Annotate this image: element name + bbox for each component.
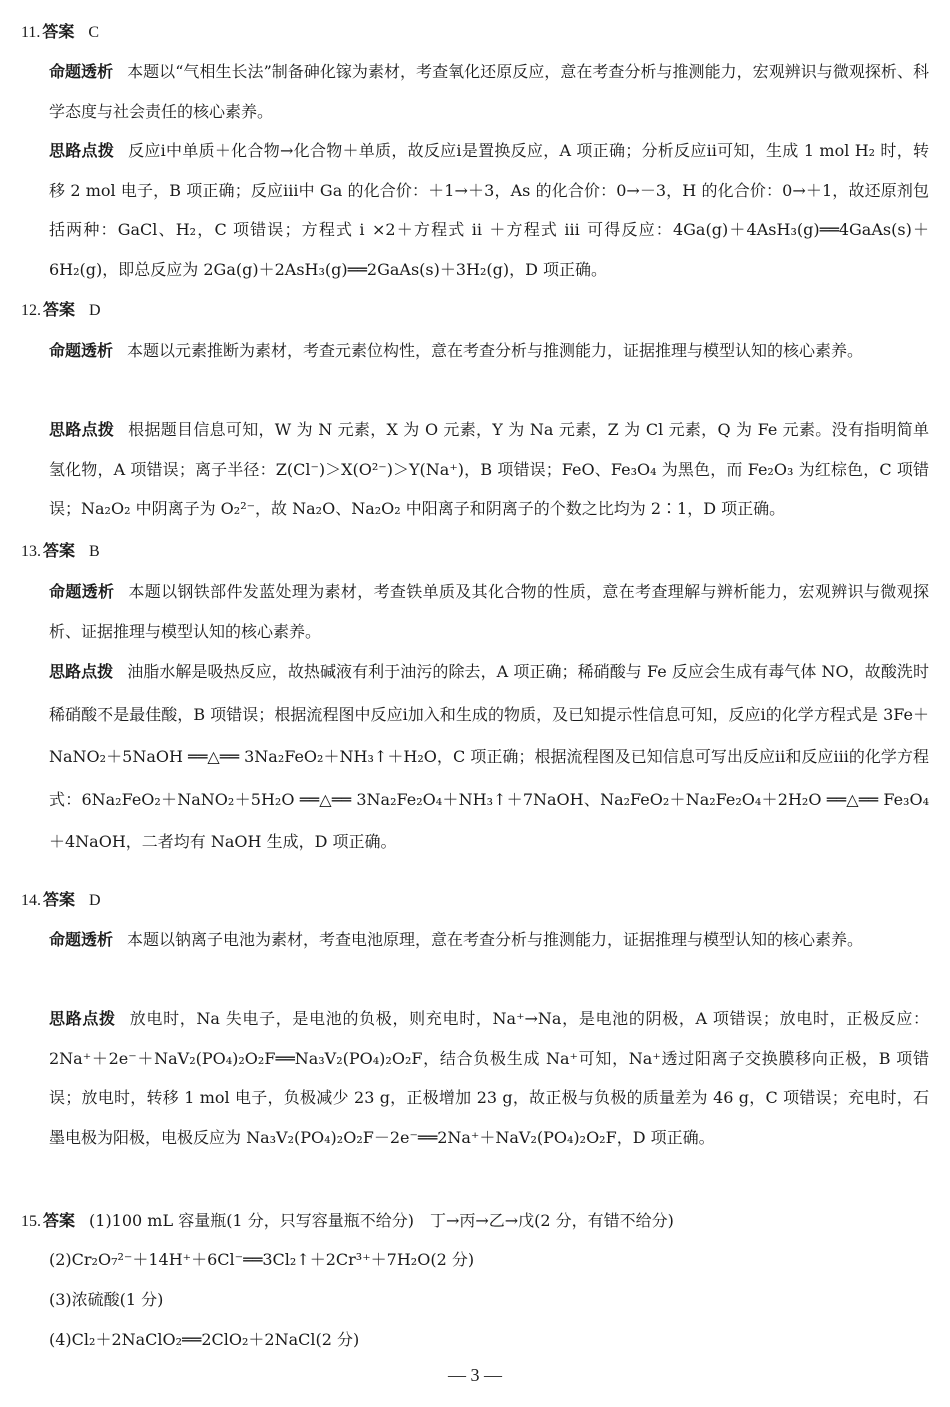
q15-part4: (4)Cl₂＋2NaClO₂══2ClO₂＋2NaCl(2 分) (49, 1330, 360, 1349)
q11-analysis (49, 52, 929, 131)
q12-analysis-label: 命题透析 (49, 341, 114, 360)
q14-hint-label: 思路点拨 (49, 1009, 116, 1028)
q14-hint (49, 999, 929, 1157)
q15-part1: (1)100 mL 容量瓶(1 分，只写容量瓶不给分) 丁→丙→乙→戊(2 分，有错不给分) (89, 1211, 674, 1230)
q11-answer-label: 答案 (42, 22, 75, 41)
q13-hint-text: 油脂水解是吸热反应，故热碱液有利于油污的除去，A 项正确；稀硝酸与 Fe 反应会生成有毒气体 NO，故酸洗时稀硝酸不是最佳酸，B 项错误；根据流程图中反应ⅰ加入和生成的物质，及已知提示性信息可知，反应ⅰ的化学方程式是 3Fe＋NaNO₂＋5NaOH ══△══ 3Na₂FeO₂＋NH₃↑＋H₂O，C 项正确；根据流程图及已知信息可写出反应ⅱ和反应ⅲ的化学方程式：6Na₂FeO₂＋NaNO₂＋5H₂O ══△══ 3Na₂Fe₂O₄＋NH₃↑＋7NaOH、Na₂FeO₂＋Na₂Fe₂O₄＋2H₂O ══△══ Fe₃O₄＋4NaOH，二者均有 NaOH 生成，D 项正确。 (49, 662, 929, 851)
q13-answer: B (89, 543, 100, 560)
q12-number: 12. (21, 302, 41, 319)
q13-hint-label: 思路点拨 (49, 662, 114, 681)
q12-hint (49, 410, 929, 529)
q12-hint-label: 思路点拨 (49, 420, 115, 439)
q15-number: 15. (21, 1213, 41, 1230)
q11-analysis-label: 命题透析 (49, 62, 114, 81)
q13-analysis-text: 本题以钢铁部件发蓝处理为素材，考查铁单质及其化合物的性质，意在考查理解与辨析能力，宏观辨识与微观探析、证据推理与模型认知的核心素养。 (49, 582, 929, 641)
q14-header (21, 890, 101, 911)
q15-answer-label: 答案 (43, 1211, 76, 1230)
q12-analysis (49, 331, 929, 371)
q15-part3: (3)浓硫酸(1 分) (49, 1290, 164, 1309)
q15-header (21, 1211, 674, 1232)
q13-analysis (49, 572, 929, 651)
q11-header (21, 22, 99, 43)
q13-analysis-label: 命题透析 (49, 582, 115, 601)
q14-answer: D (89, 892, 101, 909)
q14-analysis-label: 命题透析 (49, 930, 114, 949)
q11-answer: C (88, 24, 100, 41)
q14-analysis (49, 920, 929, 960)
q11-hint-text: 反应ⅰ中单质＋化合物→化合物＋单质，故反应ⅰ是置换反应，A 项正确；分析反应ⅱ可知，生成 1 mol H₂ 时，转移 2 mol 电子，B 项正确；反应ⅲ中 Ga 的化合价：＋1→＋3，As 的化合价：0→－3，H 的化合价：0→＋1，故还原剂包括两种：GaCl、H₂，C 项错误；方程式 ⅰ ×2＋方程式 ⅱ ＋方程式 ⅲ 可得反应：4Ga(g)＋4AsH₃(g)══4GaAs(s)＋6H₂(g)，即总反应为 2Ga(g)＋2AsH₃(g)══2GaAs(s)＋3H₂(g)，D 项正确。 (49, 141, 929, 279)
q12-analysis-text: 本题以元素推断为素材，考查元素位构性，意在考查分析与推测能力，证据推理与模型认知的核心素养。 (127, 341, 864, 360)
q14-number: 14. (21, 892, 41, 909)
q12-hint-text: 根据题目信息可知，W 为 N 元素，X 为 O 元素，Y 为 Na 元素，Z 为 Cl 元素，Q 为 Fe 元素。没有指明简单氢化物，A 项错误；离子半径：Z(Cl⁻)＞X(O²⁻)＞Y(Na⁺)，B 项错误；FeO、Fe₃O₄ 为黑色，而 Fe₂O₃ 为红棕色，C 项错误；Na₂O₂ 中阴离子为 O₂²⁻，故 Na₂O、Na₂O₂ 中阳离子和阴离子的个数之比均为 2∶1，D 项正确。 (49, 420, 929, 518)
q12-answer-label: 答案 (43, 300, 76, 319)
q11-number: 11. (21, 24, 41, 41)
q11-hint (49, 131, 929, 289)
page-number: — 3 — (448, 1365, 502, 1385)
q13-hint (49, 651, 929, 864)
q14-analysis-text: 本题以钠离子电池为素材，考查电池原理，意在考查分析与推测能力，证据推理与模型认知的核心素养。 (127, 930, 864, 949)
q12-answer: D (89, 302, 101, 319)
q15-part2: (2)Cr₂O₇²⁻＋14H⁺＋6Cl⁻══3Cl₂↑＋2Cr³⁺＋7H₂O(2 分) (49, 1250, 475, 1269)
q11-analysis-text: 本题以“气相生长法”制备砷化镓为素材，考查氧化还原反应，意在考查分析与推测能力，宏观辨识与微观探析、科学态度与社会责任的核心素养。 (49, 62, 929, 121)
q12-header (21, 300, 101, 321)
q13-header (21, 541, 100, 562)
q14-answer-label: 答案 (43, 890, 76, 909)
q13-answer-label: 答案 (43, 541, 76, 560)
q11-hint-label: 思路点拨 (49, 141, 115, 160)
q14-hint-text: 放电时，Na 失电子，是电池的负极，则充电时，Na⁺→Na，是电池的阴极，A 项错误；放电时，正极反应：2Na⁺＋2e⁻＋NaV₂(PO₄)₂O₂F══Na₃V₂(PO₄)₂O₂F，结合负极生成 Na⁺可知，Na⁺透过阳离子交换膜移向正极，B 项错误；放电时，转移 1 mol 电子，负极减少 23 g，正极增加 23 g，故正极与负极的质量差为 46 g，C 项错误；充电时，石墨电极为阳极，电极反应为 Na₃V₂(PO₄)₂O₂F－2e⁻══2Na⁺＋NaV₂(PO₄)₂O₂F，D 项正确。 (49, 1009, 929, 1147)
q13-number: 13. (21, 543, 41, 560)
